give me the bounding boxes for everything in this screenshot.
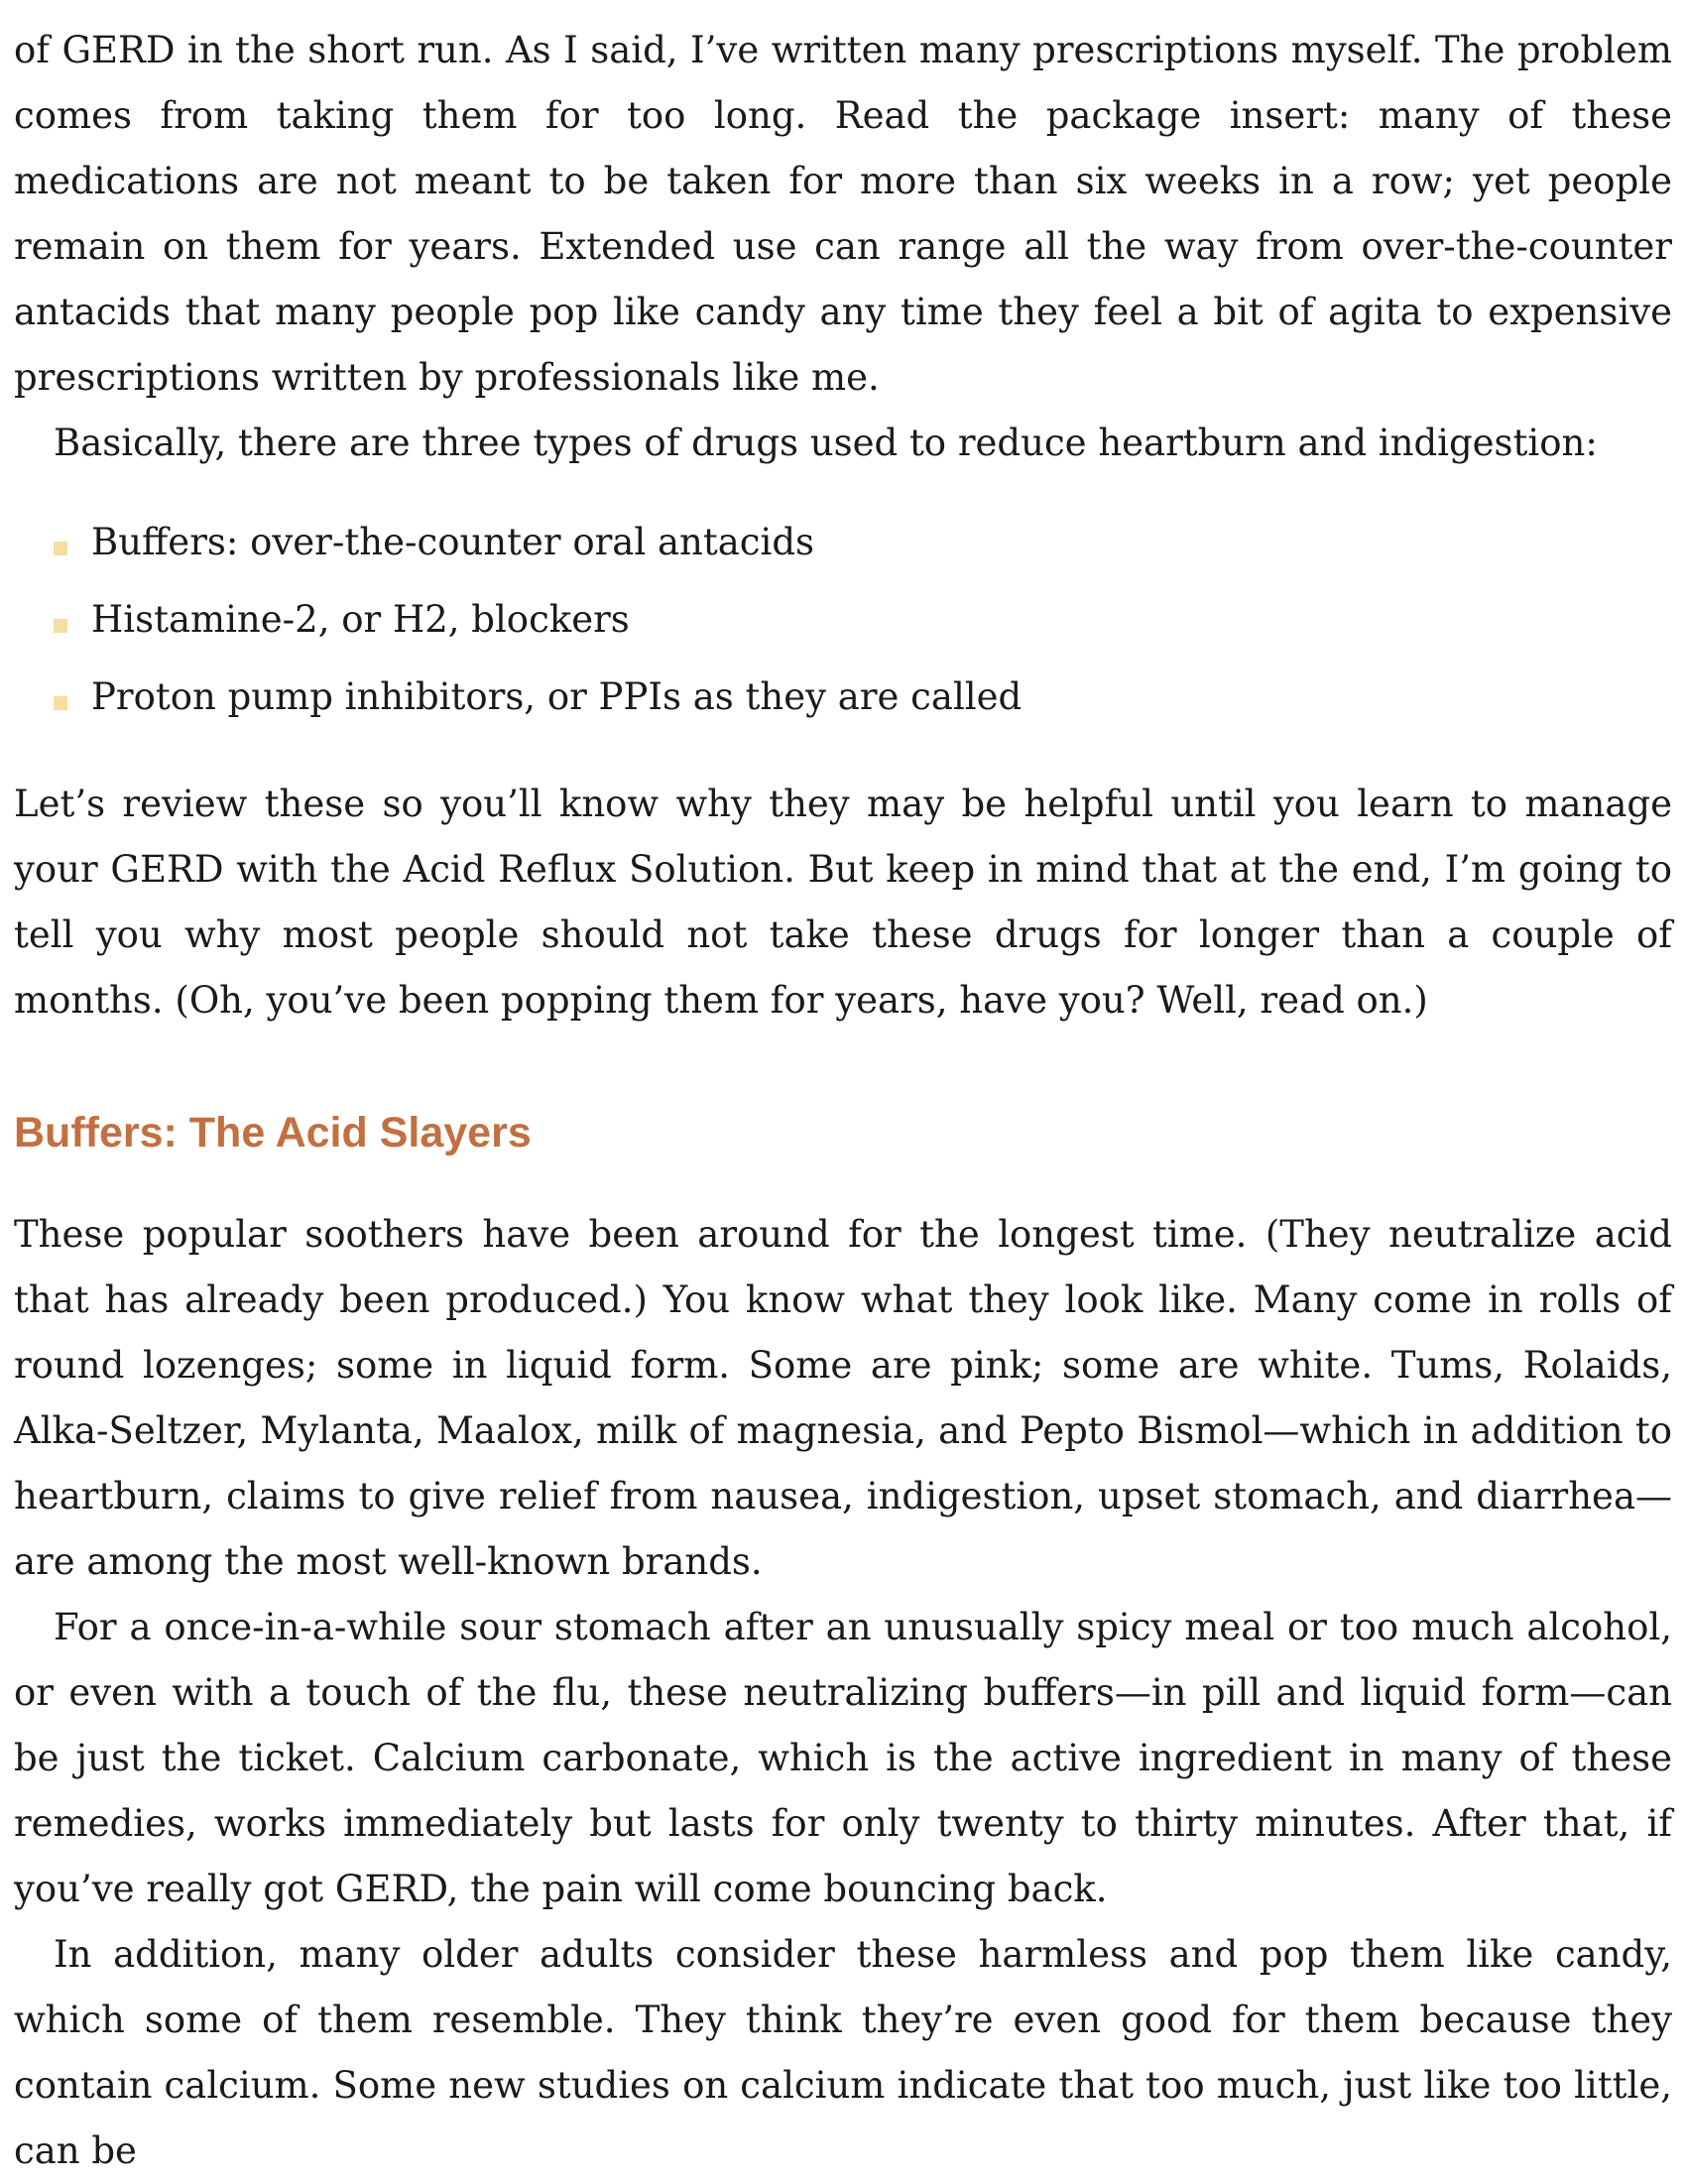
buffers-paragraph-2: For a once-in-a-while sour stomach after an unusually spicy meal or too much alcohol, or even with a touch of the flu, these neutralizing buffers—in pill and liquid form—can be just the ticket. Calcium carbonate, which is the active ingredient in many of these remedies, works immediately but lasts for only twenty to thirty minutes. After that, if you’ve really got GERD, the pain will come bouncing back.: [14, 1606, 1672, 1910]
square-bullet-icon: [54, 542, 67, 555]
square-bullet-icon: [54, 696, 67, 710]
list-item: [14, 504, 1672, 581]
buffers-paragraph-3: In addition, many older adults consider these harmless and pop them like candy, which some of them resemble. They think they’re even good for them because they contain calcium. Some new studies on calcium indicate that too much, just like too little, can be: [14, 1933, 1672, 2172]
square-bullet-icon: [54, 619, 67, 633]
review-paragraph: Let’s review these so you’ll know why they may be helpful until you learn to manage your GERD with the Acid Reflux Solution. But keep in mind that at the end, I’m going to tell you why most people should not take these drugs for longer than a couple of months. (Oh, you’ve been popping them for years, have you? Well, read on.): [14, 783, 1672, 1022]
list-item-text: Proton pump inhibitors, or PPIs as they are called: [91, 675, 1023, 718]
list-item: [14, 581, 1672, 659]
intro-paragraph: of GERD in the short run. As I said, I’ve written many prescriptions myself. The problem comes from taking them for too long. Read the package insert: many of these medications are not meant to be taken for more than six weeks in a row; yet people remain on them for years. Extended use can range all the way from over-the-counter antacids that many people pop like candy any time they feel a bit of agita to expensive prescriptions written by professionals like me.: [14, 29, 1672, 399]
section-heading: Buffers: The Acid Slayers: [14, 1109, 532, 1156]
document-page: [14, 18, 1672, 2184]
types-intro-paragraph: Basically, there are three types of drugs used to reduce heartburn and indigestion:: [54, 422, 1598, 464]
list-item-text: Histamine-2, or H2, blockers: [91, 598, 630, 641]
drug-types-list: [14, 504, 1672, 736]
buffers-paragraph-1: These popular soothers have been around for the longest time. (They neutralize acid that has already been produced.) You know what they look like. Many come in rolls of round lozenges; some in liquid form. Some are pink; some are white. Tums, Rolaids, Alka-Seltzer, Mylanta, Maalox, milk of magnesia, and Pepto Bismol—which in addition to heartburn, claims to give relief from nausea, indigestion, upset stomach, and diarrhea—are among the most well-known brands.: [14, 1213, 1672, 1583]
list-item: [14, 659, 1672, 736]
list-item-text: Buffers: over-the-counter oral antacids: [91, 521, 814, 563]
